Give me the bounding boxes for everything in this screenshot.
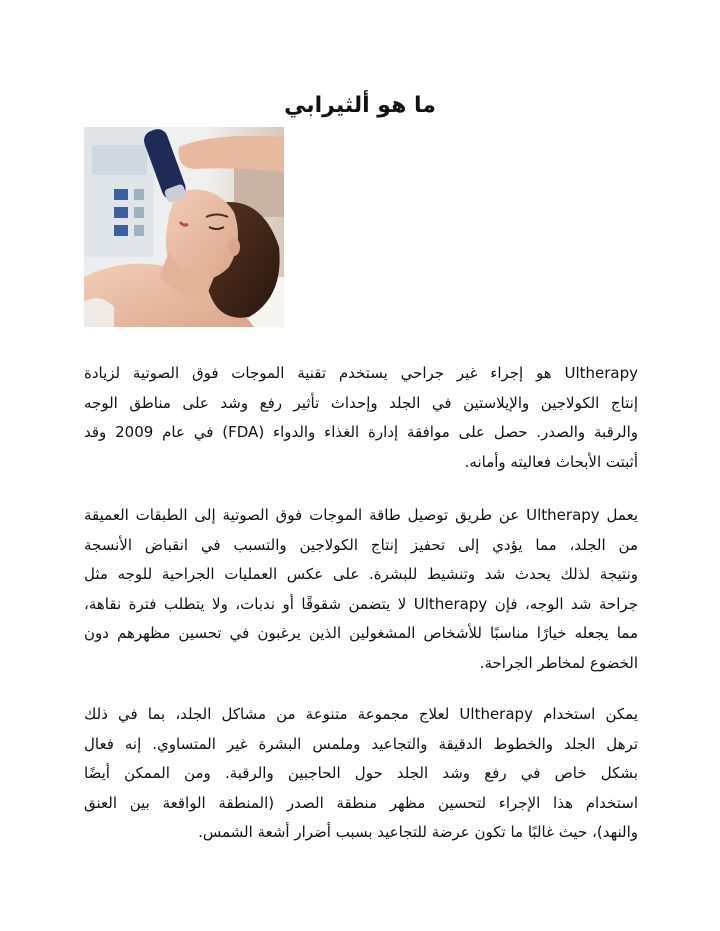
page-title: ما هو ألثيرابي xyxy=(284,93,436,118)
text-line: أثبتت الأبحاث فعاليته وأمانه. xyxy=(464,452,638,471)
text-line: ونتيجة لذلك يحدث شد وتنشيط للبشرة. على عكس العمليات الجراحية للوجه مثل xyxy=(84,565,638,583)
text-line: ترهل الجلد والخطوط الدقيقة والتجاعيد وملمس البشرة غير المتساوي. إنه فعال xyxy=(84,734,638,753)
text-line: الخضوع لمخاطر الجراحة. xyxy=(479,653,638,672)
text-line: من الجلد، مما يؤدي إلى تحفيز إنتاج الكولاجين والتسبب في انقباض الأنسجة xyxy=(84,535,638,554)
text-line: جراحة شد الوجه، فإن Ultherapy لا يتضمن شقوقًا أو ندبات، ولا يتطلب فترة نقاهة، xyxy=(84,594,638,613)
text-line: استخدام هذا الإجراء لتحسين مظهر منطقة الصدر (المنطقة الواقعة بين العنق xyxy=(84,793,638,812)
text-line: مما يجعله خيارًا مناسبًا للأشخاص المشغولين الذين يرغبون في تحسين مظهرهم دون xyxy=(84,624,638,642)
text-line: Ultherapy هو إجراء غير جراحي يستخدم تقنية الموجات فوق الصوتية لزيادة xyxy=(84,364,638,382)
woman-receiving-treatment-image xyxy=(84,127,284,327)
paragraph-intro xyxy=(84,359,638,477)
text-line: يعمل Ultherapy عن طريق توصيل طاقة الموجات فوق الصوتية إلى الطبقات العميقة xyxy=(84,506,638,524)
text-line: يمكن استخدام Ultherapy لعلاج مجموعة متنوعة من مشاكل الجلد، بما في ذلك xyxy=(84,705,638,723)
text-line: والرقبة والصدر. حصل على موافقة إدارة الغذاء والدواء (FDA) في عام 2009 وقد xyxy=(84,423,639,441)
text-line: بشكل خاص في رفع وشد الجلد حول الحاجبين والرقبة. ومن الممكن أيضًا xyxy=(84,764,638,782)
text-line: والنهد)، حيث غالبًا ما تكون عرضة للتجاعيد بسبب أضرار أشعة الشمس. xyxy=(198,823,638,841)
paragraph-how-it-works xyxy=(84,501,638,678)
treatment-photo xyxy=(84,127,284,327)
paragraph-uses xyxy=(84,700,638,848)
text-line: إنتاج الكولاجين والإيلاستين في الجلد وإحداث تأثير رفع وشد على مناطق الوجه xyxy=(84,393,638,412)
